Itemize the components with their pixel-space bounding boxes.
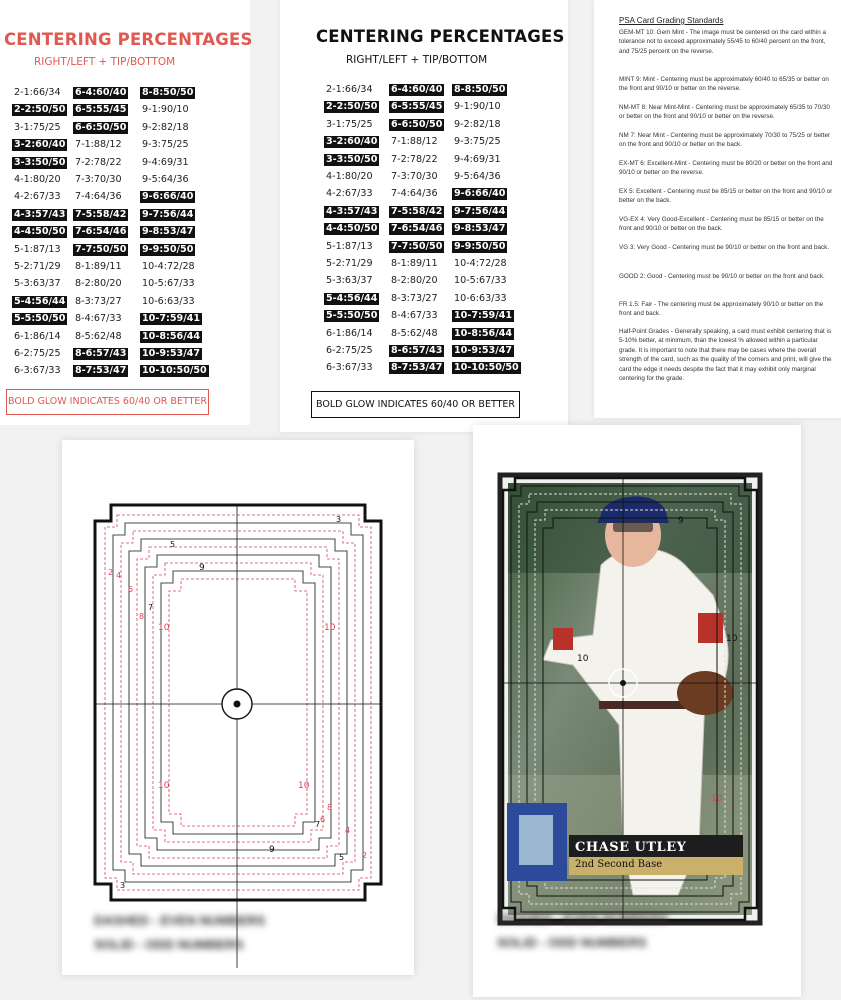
photo-legend-line2: SOLID - ODD NUMBERS — [497, 935, 647, 950]
psa-paragraph: VG 3: Very Good - Centering must be 90/10 or better on the front and back. — [619, 244, 830, 251]
centering-cell: 7-7:50/50 — [391, 240, 443, 252]
psa-paragraph: VG-EX 4: Very Good-Excellent - Centering must be 85/15 or better on the front and 90/10 or better on the back. — [619, 216, 824, 233]
centering-cell: 10-6:63/33 — [454, 292, 507, 304]
centering-cell: 7-1:88/12 — [75, 139, 122, 151]
centering-cell: 6-1:86/14 — [326, 327, 373, 339]
centering-cell: 5-4:56/44 — [14, 295, 66, 307]
centering-cell: 5-3:63/37 — [14, 278, 61, 290]
centering-cell: 7-2:78/22 — [75, 156, 122, 168]
centering-cell: 4-2:67/33 — [14, 191, 61, 203]
centering-cell: 8-6:57/43 — [391, 345, 443, 356]
centering-cell: 3-2:60/40 — [14, 139, 66, 151]
centering-cell: 4-2:67/33 — [326, 188, 373, 200]
centering-cell: 10-9:53/47 — [454, 345, 513, 356]
psa-paragraph: NM-MT 8: Near Mint-Mint - Centering must be approximately 65/35 to 70/30 or better on the front and 90/10 or better on the reverse. — [619, 104, 830, 121]
centering-cell: 6-6:50/50 — [75, 121, 127, 133]
guide-number: 9 — [678, 516, 684, 526]
centering-cell: 7-1:88/12 — [391, 136, 438, 148]
centering-cell: 10-10:50/50 — [142, 365, 207, 377]
centering-cell: 6-5:55/45 — [75, 104, 127, 116]
guide-number: 3 — [336, 515, 342, 524]
centering-cell: 7-6:54/46 — [75, 226, 127, 238]
centering-cell: 8-5:62/48 — [75, 330, 122, 342]
player-name: CHASE UTLEY — [575, 840, 687, 855]
guide-number: 2 — [108, 568, 114, 577]
centering-cell: 6-1:86/14 — [14, 330, 61, 342]
centering-cell: 4-3:57/43 — [14, 208, 66, 220]
centering-cell: 2-2:50/50 — [326, 101, 378, 113]
centering-cell: 3-2:60/40 — [326, 136, 378, 148]
centering-cell: 7-2:78/22 — [391, 153, 438, 165]
centering-cell: 6-2:75/25 — [326, 345, 373, 356]
centering-cell: 9-5:64/36 — [454, 171, 501, 182]
guide-number: 6 — [128, 585, 134, 594]
chart-footer: BOLD GLOW INDICATES 60/40 OR BETTER — [6, 389, 209, 415]
player-sleeve — [698, 613, 723, 643]
centering-cell: 10-7:59/41 — [454, 310, 513, 322]
centering-cell: 9-3:75/25 — [142, 139, 189, 151]
centering-cell: 5-1:87/13 — [14, 243, 61, 255]
centering-cell: 7-5:58/42 — [75, 208, 127, 220]
guide-number: 9 — [199, 563, 205, 573]
centering-cell: 6-4:60/40 — [391, 84, 443, 95]
centering-cell: 8-3:73/27 — [391, 292, 438, 304]
centering-cell: 8-1:89/11 — [391, 258, 438, 269]
chart-title: CENTERING PERCENTAGES — [316, 27, 565, 46]
centering-cell: 9-9:50/50 — [142, 243, 194, 255]
centering-cell: 5-2:71/29 — [326, 258, 373, 269]
guide-number: 10 — [158, 781, 170, 791]
centering-cell: 3-1:75/25 — [14, 121, 61, 133]
chart-subtitle: RIGHT/LEFT + TIP/BOTTOM — [34, 56, 176, 68]
psa-title: PSA Card Grading Standards — [619, 16, 724, 25]
psa-paragraph: Half-Point Grades - Generally speaking, a card must exhibit centering that is 5-10% better, at minimum, than the lowest % allowed within a particular grade. It is important to note that there may be cases where the overall strength of the card, such as the quality of the corners and print, will give the card the edge it needs despite the fact that it may exhibit only marginal centering for the grade. — [619, 328, 832, 383]
psa-paragraph: FR 1.5: Fair - The centering must be approximately 90/10 or better on the front and back. — [619, 301, 824, 318]
guide-number: 4 — [116, 571, 122, 580]
guide-number: 10 — [298, 781, 310, 791]
player-position: 2nd Second Base — [575, 859, 663, 870]
centering-cell: 3-1:75/25 — [326, 118, 373, 130]
centering-cell: 7-4:64/36 — [391, 188, 438, 200]
centering-cell: 7-3:70/30 — [75, 174, 122, 185]
centering-cell: 5-2:71/29 — [14, 261, 61, 272]
centering-cell: 8-2:80/20 — [391, 275, 438, 287]
centering-cell: 10-6:63/33 — [142, 295, 195, 307]
centering-cell: 10-8:56/44 — [142, 330, 201, 342]
centering-cell: 3-3:50/50 — [14, 156, 66, 168]
centering-cell: 9-7:56/44 — [142, 208, 194, 220]
centering-cell: 8-8:50/50 — [454, 84, 506, 95]
centering-cell: 7-4:64/36 — [75, 191, 122, 203]
centering-cell: 9-1:90/10 — [454, 101, 501, 113]
psa-paragraph: GEM-MT 10: Gem Mint - The image must be centered on the card within a tolerance not to exceed approximately 55/45 to 60/40 percent on the front, and 75/25 percent on the reverse. — [619, 29, 826, 55]
guide-number: 4 — [345, 826, 351, 835]
centering-cell: 8-3:73/27 — [75, 295, 122, 307]
centering-cell: 10-4:72/28 — [454, 258, 507, 269]
centering-cell: 6-6:50/50 — [391, 118, 443, 130]
centering-cell: 9-3:75/25 — [454, 136, 501, 148]
centering-cell: 2-1:66/34 — [14, 87, 61, 98]
centering-cell: 8-6:57/43 — [75, 348, 127, 359]
player-sunglasses — [613, 522, 653, 532]
centering-cell: 3-3:50/50 — [326, 153, 378, 165]
centering-guide-svg — [62, 440, 414, 975]
centering-cell: 5-3:63/37 — [326, 275, 373, 287]
overlay-legend-line1: DASHED - EVEN NUMBERS — [94, 913, 266, 928]
centering-cell: 8-7:53/47 — [391, 362, 443, 374]
centering-cell: 9-8:53/47 — [142, 226, 194, 238]
centering-cell: 8-2:80/20 — [75, 278, 122, 290]
centering-overlay-card — [62, 440, 414, 975]
card-with-overlay — [473, 425, 801, 997]
centering-cell: 4-4:50/50 — [14, 226, 66, 238]
centering-cell: 4-1:80/20 — [326, 171, 373, 182]
chart-subtitle: RIGHT/LEFT + TIP/BOTTOM — [346, 54, 488, 66]
guide-number: 2 — [362, 851, 368, 860]
centering-cell: 4-3:57/43 — [326, 205, 378, 217]
centering-cell: 5-1:87/13 — [326, 240, 373, 252]
centering-cell: 9-2:82/18 — [142, 121, 189, 133]
player-nameplate — [571, 837, 741, 877]
guide-number: 10 — [324, 623, 336, 633]
centering-cell: 7-6:54/46 — [391, 223, 443, 235]
psa-paragraph: EX-MT 6: Excellent-Mint - Centering must be 80/20 or better on the front and 90/10 or better on the reverse. — [619, 160, 833, 177]
guide-number: 3 — [120, 881, 126, 890]
centering-cell: 9-1:90/10 — [142, 104, 189, 116]
centering-cell: 6-2:75/25 — [14, 348, 61, 359]
centering-cell: 8-8:50/50 — [142, 87, 194, 98]
centering-cell: 6-3:67/33 — [14, 365, 61, 377]
team-logo-blur — [519, 815, 553, 865]
centering-cell: 9-7:56/44 — [454, 205, 506, 217]
centering-cell: 9-6:66/40 — [142, 191, 194, 203]
centering-cell: 10-9:53/47 — [142, 348, 201, 359]
centering-cell: 9-5:64/36 — [142, 174, 189, 185]
guide-number: 5 — [339, 853, 345, 862]
psa-paragraph: GOOD 2: Good - Centering must be 90/10 or better on the front and back. — [619, 273, 825, 280]
chart-title: CENTERING PERCENTAGES — [4, 30, 253, 49]
centering-cell: 7-7:50/50 — [75, 243, 127, 255]
center-dot — [234, 701, 241, 708]
centering-cell: 6-3:67/33 — [326, 362, 373, 374]
guide-number: 8 — [327, 803, 333, 812]
centering-cell: 2-1:66/34 — [326, 84, 373, 95]
centering-cell: 2-2:50/50 — [14, 104, 66, 116]
centering-cell: 7-3:70/30 — [391, 171, 438, 182]
centering-chart-red — [0, 0, 253, 425]
chart-footer: BOLD GLOW INDICATES 60/40 OR BETTER — [311, 391, 520, 418]
centering-cell: 10-10:50/50 — [454, 362, 519, 374]
centering-cell: 6-4:60/40 — [75, 87, 127, 98]
centering-cell: 5-4:56/44 — [326, 292, 378, 304]
psa-paragraph: EX 5: Excellent - Centering must be 85/15 or better on the front and 90/10 or better on the back. — [619, 188, 833, 205]
psa-standards-card — [594, 0, 841, 418]
guide-number: 10 — [158, 623, 170, 633]
centering-cell: 10-8:56/44 — [454, 327, 513, 339]
guide-number: 10 — [577, 654, 589, 664]
guide-number: 8 — [139, 612, 145, 621]
centering-cell: 9-2:82/18 — [454, 118, 501, 130]
centering-cell: 8-4:67/33 — [75, 313, 122, 325]
centering-cell: 9-9:50/50 — [454, 240, 506, 252]
centering-cell: 8-7:53/47 — [75, 365, 127, 377]
centering-cell: 10-5:67/33 — [454, 275, 507, 287]
centering-cell: 10-4:72/28 — [142, 261, 195, 272]
centering-cell: 9-4:69/31 — [454, 153, 501, 165]
guide-number: 5 — [170, 540, 176, 549]
centering-chart-black — [280, 0, 568, 432]
centering-cell: 4-4:50/50 — [326, 223, 378, 235]
centering-cell: 8-4:67/33 — [391, 310, 438, 322]
centering-cell: 5-5:50/50 — [326, 310, 378, 322]
centering-cell: 8-5:62/48 — [391, 327, 438, 339]
centering-cell: 9-6:66/40 — [454, 188, 506, 200]
guide-number: 9 — [269, 845, 275, 855]
centering-cell: 10-5:67/33 — [142, 278, 195, 290]
photo-legend-line1: DASHED - EVEN NUMBERS — [497, 911, 669, 926]
guide-number: 6 — [320, 815, 326, 824]
centering-cell: 10-7:59/41 — [142, 313, 201, 325]
centering-cell: 9-4:69/31 — [142, 156, 189, 168]
guide-number: 7 — [148, 603, 154, 612]
overlay-legend-line2: SOLID - ODD NUMBERS — [94, 937, 244, 952]
guide-number: 10 — [711, 794, 723, 804]
centering-cell: 4-1:80/20 — [14, 174, 61, 185]
centering-cell: 6-5:55/45 — [391, 101, 443, 113]
guide-number: 10 — [726, 634, 738, 644]
psa-paragraph: MINT 9: Mint - Centering must be approximately 60/40 to 65/35 or better on the front and 90/10 or better on the reverse. — [619, 76, 829, 93]
centering-cell: 8-1:89/11 — [75, 261, 122, 272]
player-sleeve — [553, 628, 573, 650]
psa-paragraph: NM 7: Near Mint - Centering must be approximately 70/30 to 75/25 or better on the front and 90/10 or better on the back. — [619, 132, 831, 149]
centering-cell: 7-5:58/42 — [391, 205, 443, 217]
photo-center-dot — [620, 680, 626, 686]
centering-cell: 5-5:50/50 — [14, 313, 66, 325]
guide-number: 7 — [315, 820, 321, 829]
centering-cell: 9-8:53/47 — [454, 223, 506, 235]
